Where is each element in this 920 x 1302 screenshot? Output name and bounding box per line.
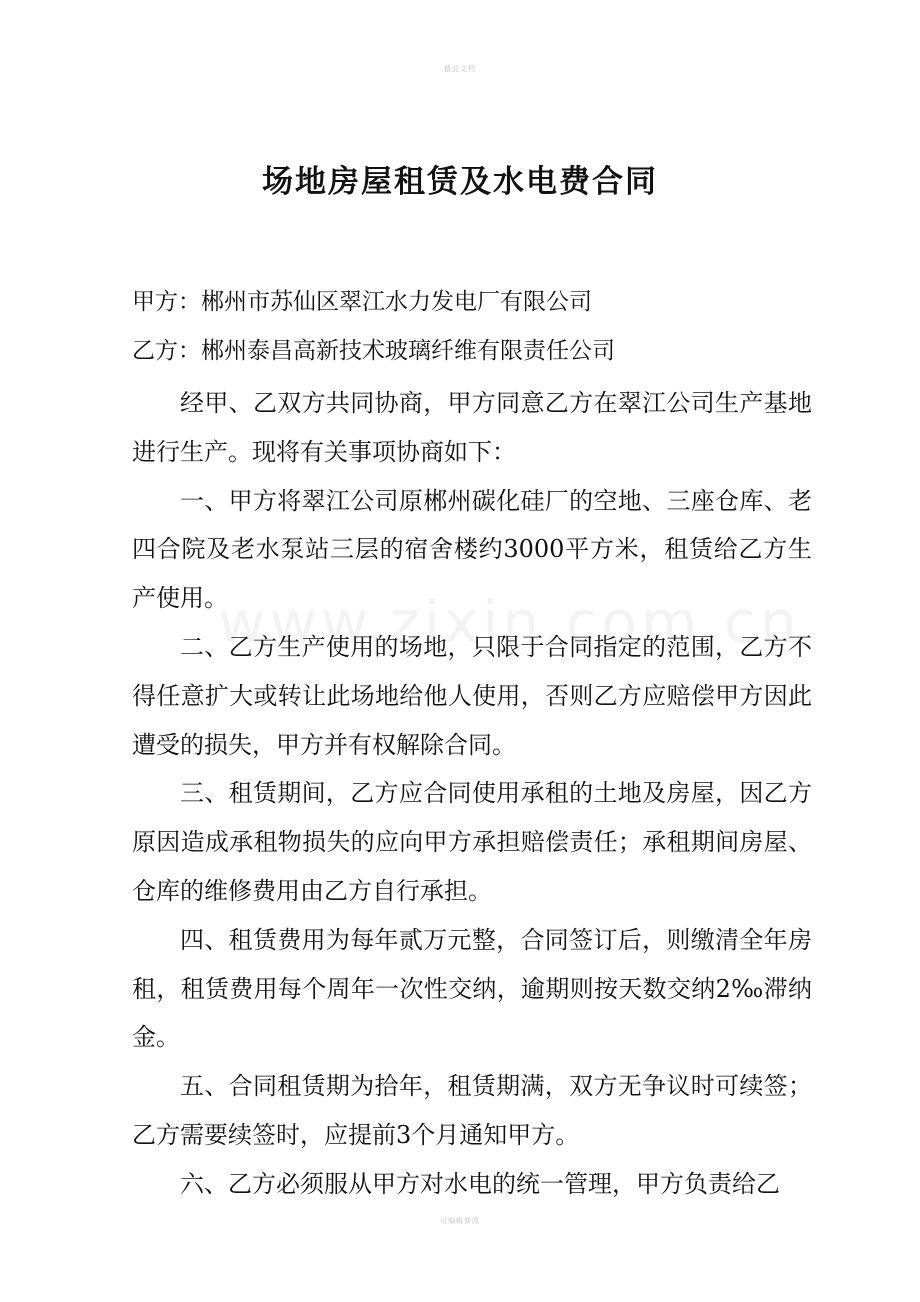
paragraph-intro: 经甲、乙双方共同协商，甲方同意乙方在翠江公司生产基地进行生产。现将有关事项协商如下： [132,389,812,466]
paragraph-clause-5: 五、合同租赁期为拾年，租赁期满，双方无争议时可续签；乙方需要续签时，应提前3个月通知甲方。 [132,1072,812,1149]
footer-note: 可编辑修改 [440,1217,480,1225]
party-a-line: 甲方：郴州市苏仙区翠江水力发电厂有限公司 [132,289,592,315]
party-b-line: 乙方：郴州泰昌高新技术玻璃纤维有限责任公司 [132,338,615,364]
paragraph-clause-2: 二、乙方生产使用的场地，只限于合同指定的范围，乙方不得任意扩大或转让此场地给他人使用，否则乙方应赔偿甲方因此遭受的损失，甲方并有权解除合同。 [132,632,812,759]
paragraph-clause-6: 六、乙方必须服从甲方对水电的统一管理，甲方负责给乙 [180,1169,780,1198]
contract-body [132,379,812,1209]
header-note: 精品文档 [444,65,476,73]
document-title: 场地房屋租赁及水电费合同 [262,164,658,200]
paragraph-clause-1: 一、甲方将翠江公司原郴州碳化硅厂的空地、三座仓库、老四合院及老水泵站三层的宿舍楼约3000平方米，租赁给乙方生产使用。 [132,486,812,613]
paragraph-clause-3: 三、租赁期间，乙方应合同使用承租的土地及房屋，因乙方原因造成承租物损失的应向甲方承担赔偿责任；承租期间房屋、仓库的维修费用由乙方自行承担。 [132,779,812,905]
paragraph-clause-4: 四、租赁费用为每年贰万元整，合同签订后，则缴清全年房租，租赁费用每个周年一次性交纳，逾期则按天数交纳2‰滞纳金。 [132,925,812,1052]
